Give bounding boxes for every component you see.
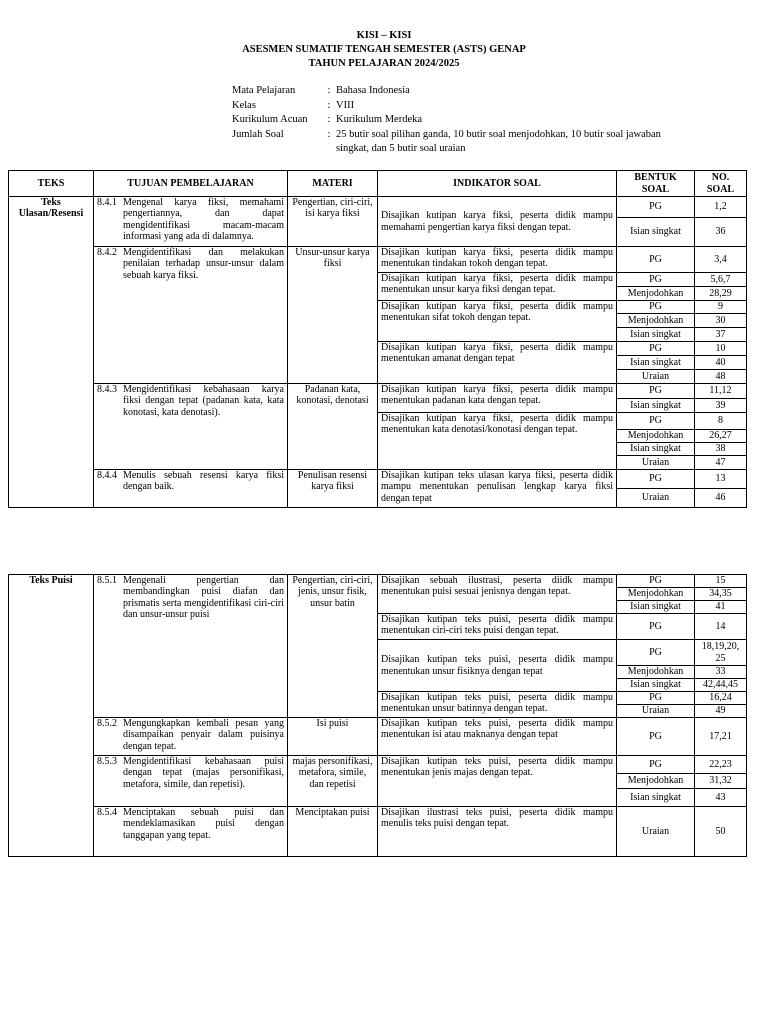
bentuk-cell: Menjodohkan [617, 666, 695, 679]
no-soal-cell: 47 [695, 456, 747, 470]
meta-row [232, 113, 672, 128]
bentuk-cell: PG [617, 640, 695, 666]
no-soal-cell: 22,23 [695, 756, 747, 774]
no-soal-cell: 10 [695, 342, 747, 356]
table-row [9, 807, 747, 857]
tp-cell [94, 197, 288, 247]
no-soal-cell: 33 [695, 666, 747, 679]
bentuk-cell: Menjodohkan [617, 430, 695, 443]
teks-cell: Teks Puisi [9, 575, 94, 857]
indikator-cell: Disajikan kutipan teks puisi, peserta didik mampu menentukan isi atau maknanya dengan tepat [378, 718, 617, 756]
bentuk-cell: PG [617, 575, 695, 588]
bentuk-cell: Menjodohkan [617, 774, 695, 789]
bentuk-cell: Isian singkat [617, 601, 695, 614]
meta-value: VIII [336, 99, 355, 111]
indikator-cell: Disajikan kutipan karya fiksi, peserta didik mampu memahami pengertian karya fiksi dengan tepat. [378, 197, 617, 247]
no-soal-cell: 34,35 [695, 588, 747, 601]
bentuk-cell: PG [617, 301, 695, 314]
bentuk-cell: PG [617, 197, 695, 218]
tp-text: Mengidentifikasi kebahasaan puisi dengan tepat (majas personifikasi, metafora, simile, dan repetisi). [123, 756, 284, 790]
table-row [9, 575, 747, 588]
no-soal-cell: 16,24 [695, 692, 747, 705]
indikator-cell: Disajikan kutipan karya fiksi, peserta didik mampu menentukan padanan kata dengan tepat. [378, 384, 617, 413]
no-soal-cell: 9 [695, 301, 747, 314]
bentuk-cell: PG [617, 614, 695, 640]
no-soal-cell: 28,29 [695, 287, 747, 301]
materi-cell: Pengertian, ciri-ciri, jenis, unsur fisik, unsur batin [288, 575, 378, 718]
no-soal-cell: 30 [695, 314, 747, 328]
no-soal-cell: 1,2 [695, 197, 747, 218]
meta-row [232, 99, 672, 114]
no-soal-cell: 43 [695, 789, 747, 807]
meta-key: Mata Pelajaran [232, 85, 296, 96]
bentuk-cell: Isian singkat [617, 399, 695, 413]
table-row [9, 470, 747, 489]
indikator-cell: Disajikan sebuah ilustrasi, peserta diidk mampu menentukan puisi sesuai jenisnya dengan tepat. [378, 575, 617, 614]
materi-cell: majas personifikasi, metafora, simile, dan repetisi [288, 756, 378, 807]
no-soal-cell: 40 [695, 356, 747, 370]
table-row [9, 197, 747, 218]
meta-row [232, 84, 672, 99]
materi-cell: Pengertian, ciri-ciri, isi karya fiksi [288, 197, 378, 247]
bentuk-cell: Uraian [617, 807, 695, 857]
meta-key: Kelas [232, 99, 256, 111]
tp-cell [94, 718, 288, 756]
table-row [9, 756, 747, 774]
indikator-cell: Disajikan kutipan teks ulasan karya fiksi, peserta didik mampu menentukan penulisan lengkap karya fiksi dengan tepat [378, 470, 617, 508]
bentuk-cell: Uraian [617, 370, 695, 384]
no-soal-cell: 31,32 [695, 774, 747, 789]
meta-sep: : [327, 85, 331, 96]
no-soal-cell: 18,19,20, 25 [695, 640, 747, 666]
bentuk-cell: Menjodohkan [617, 314, 695, 328]
bentuk-cell: PG [617, 470, 695, 489]
tp-number: 8.4.2 [97, 247, 117, 258]
materi-cell: Isi puisi [288, 718, 378, 756]
meta-value: Bahasa Indonesia [336, 85, 410, 96]
indikator-cell: Disajikan kutipan teks puisi, peserta didik mampu menentukan ciri-ciri teks puisi dengan tepat. [378, 614, 617, 640]
tp-text: Mengenal karya fiksi, memahami pengertiannya, dan dapat mengidentifikasi macam-macam informasi yang ada di dalamnya. [123, 197, 284, 242]
meta-sep: : [327, 128, 331, 140]
bentuk-cell: Isian singkat [617, 789, 695, 807]
table-header-row [9, 171, 747, 197]
materi-cell: Menciptakan puisi [288, 807, 378, 857]
indikator-cell: Disajikan kutipan karya fiksi, peserta didik mampu menentukan amanat dengan tepat [378, 342, 617, 384]
col-header-tujuan: TUJUAN PEMBELAJARAN [94, 171, 288, 197]
meta-key: Jumlah Soal [232, 128, 284, 140]
no-soal-cell: 26,27 [695, 430, 747, 443]
no-soal-cell: 13 [695, 470, 747, 489]
tp-text: Mengidentifikasi dan melakukan penilaian terhadap unsur-unsur dalam sebuah karya fiksi. [123, 247, 284, 281]
meta-info [232, 84, 672, 157]
tp-cell [94, 807, 288, 857]
table-row [9, 718, 747, 756]
kisi-table-ulasan [8, 170, 747, 508]
no-soal-cell: 46 [695, 489, 747, 508]
table-row [9, 384, 747, 399]
no-soal-cell: 3,4 [695, 247, 747, 273]
indikator-cell: Disajikan kutipan karya fiksi, peserta didik mampu menentukan kata denotasi/konotasi dengan tepat. [378, 413, 617, 470]
col-header-teks: TEKS [9, 171, 94, 197]
col-header-indikator: INDIKATOR SOAL [378, 171, 617, 197]
bentuk-cell: Isian singkat [617, 356, 695, 370]
tp-number: 8.5.4 [97, 807, 117, 818]
no-soal-cell: 37 [695, 328, 747, 342]
tp-number: 8.4.1 [97, 197, 117, 208]
materi-cell: Penulisan resensi karya fiksi [288, 470, 378, 508]
no-soal-cell: 39 [695, 399, 747, 413]
indikator-cell: Disajikan kutipan karya fiksi, peserta didik mampu menentukan sifat tokoh dengan tepat. [378, 301, 617, 342]
no-soal-cell: 11,12 [695, 384, 747, 399]
document-header [0, 29, 768, 71]
tp-number: 8.5.3 [97, 756, 117, 767]
meta-sep: : [327, 99, 331, 111]
bentuk-cell: PG [617, 413, 695, 430]
header-subtitle: ASESMEN SUMATIF TENGAH SEMESTER (ASTS) GENAP [242, 44, 526, 55]
meta-sep: : [327, 114, 331, 125]
no-soal-cell: 41 [695, 601, 747, 614]
col-header-materi: MATERI [288, 171, 378, 197]
bentuk-cell: Uraian [617, 489, 695, 508]
tp-cell [94, 247, 288, 384]
no-soal-cell: 50 [695, 807, 747, 857]
bentuk-cell: PG [617, 342, 695, 356]
tp-cell [94, 756, 288, 807]
no-soal-cell: 38 [695, 443, 747, 456]
kisi-table-puisi [8, 574, 747, 857]
tp-number: 8.5.2 [97, 718, 117, 729]
bentuk-cell: Menjodohkan [617, 588, 695, 601]
table-row [9, 247, 747, 273]
bentuk-cell: PG [617, 692, 695, 705]
materi-cell: Padanan kata, konotasi, denotasi [288, 384, 378, 470]
no-soal-cell: 14 [695, 614, 747, 640]
col-header-no: NO. SOAL [695, 171, 747, 197]
bentuk-cell: PG [617, 384, 695, 399]
no-soal-cell: 17,21 [695, 718, 747, 756]
tp-cell [94, 470, 288, 508]
bentuk-cell: PG [617, 247, 695, 273]
tp-cell [94, 384, 288, 470]
bentuk-cell: Isian singkat [617, 218, 695, 247]
indikator-cell: Disajikan ilustrasi teks puisi, peserta didik mampu menulis teks puisi dengan tepat. [378, 807, 617, 857]
bentuk-cell: PG [617, 273, 695, 287]
tp-cell [94, 575, 288, 718]
tp-number: 8.4.3 [97, 384, 117, 395]
bentuk-cell: Isian singkat [617, 679, 695, 692]
bentuk-cell: Isian singkat [617, 443, 695, 456]
teks-cell: Teks Ulasan/Resensi [9, 197, 94, 508]
no-soal-cell: 48 [695, 370, 747, 384]
no-soal-cell: 36 [695, 218, 747, 247]
bentuk-cell: Uraian [617, 705, 695, 718]
no-soal-cell: 42,44,45 [695, 679, 747, 692]
header-year: TAHUN PELAJARAN 2024/2025 [308, 58, 460, 69]
tp-text: Mengidentifikasi kebahasaan karya fiksi dengan tepat (padanan kata, kata konotasi, kata denotasi). [123, 384, 284, 418]
bentuk-cell: Menjodohkan [617, 287, 695, 301]
no-soal-cell: 15 [695, 575, 747, 588]
no-soal-cell: 5,6,7 [695, 273, 747, 287]
bentuk-cell: PG [617, 718, 695, 756]
indikator-cell: Disajikan kutipan teks puisi, peserta didik mampu menentukan unsur batinnya dengan tepat. [378, 692, 617, 718]
meta-value: 25 butir soal pilihan ganda, 10 butir soal menjodohkan, 10 butir soal jawaban singkat, dan 5 butir soal uraian [336, 128, 661, 154]
no-soal-cell: 49 [695, 705, 747, 718]
indikator-cell: Disajikan kutipan teks puisi, peserta didik mampu menentukan unsur fisiknya dengan tepat [378, 640, 617, 692]
materi-cell: Unsur-unsur karya fiksi [288, 247, 378, 384]
tp-number: 8.4.4 [97, 470, 117, 481]
indikator-cell: Disajikan kutipan karya fiksi, peserta didik mampu menentukan tindakan tokoh dengan tepat. [378, 247, 617, 273]
tp-text: Menulis sebuah resensi karya fiksi dengan baik. [123, 470, 284, 493]
meta-key: Kurikulum Acuan [232, 114, 308, 125]
header-title: KISI – KISI [356, 30, 412, 41]
tp-text: Menciptakan sebuah puisi dan mendeklamasikan puisi dengan tanggapan yang tepat. [123, 807, 284, 841]
indikator-cell: Disajikan kutipan karya fiksi, peserta didik mampu menentukan unsur karya fiksi dengan tepat. [378, 273, 617, 301]
tp-text: Mengungkapkan kembali pesan yang disampaikan penyair dalam puisinya dengan tepat. [123, 718, 284, 752]
tp-text: Mengenali pengertian dan membandingkan puisi diafan dan prismatis serta mengidentifikasi ciri-ciri dan unsur-unsur puisi [123, 575, 284, 620]
meta-value: Kurikulum Merdeka [336, 114, 423, 125]
bentuk-cell: Uraian [617, 456, 695, 470]
no-soal-cell: 8 [695, 413, 747, 430]
col-header-bentuk: BENTUK SOAL [617, 171, 695, 197]
indikator-cell: Disajikan kutipan teks puisi, peserta didik mampu menentukan jenis majas dengan tepat. [378, 756, 617, 807]
meta-row [232, 128, 672, 157]
bentuk-cell: PG [617, 756, 695, 774]
tp-number: 8.5.1 [97, 575, 117, 586]
bentuk-cell: Isian singkat [617, 328, 695, 342]
